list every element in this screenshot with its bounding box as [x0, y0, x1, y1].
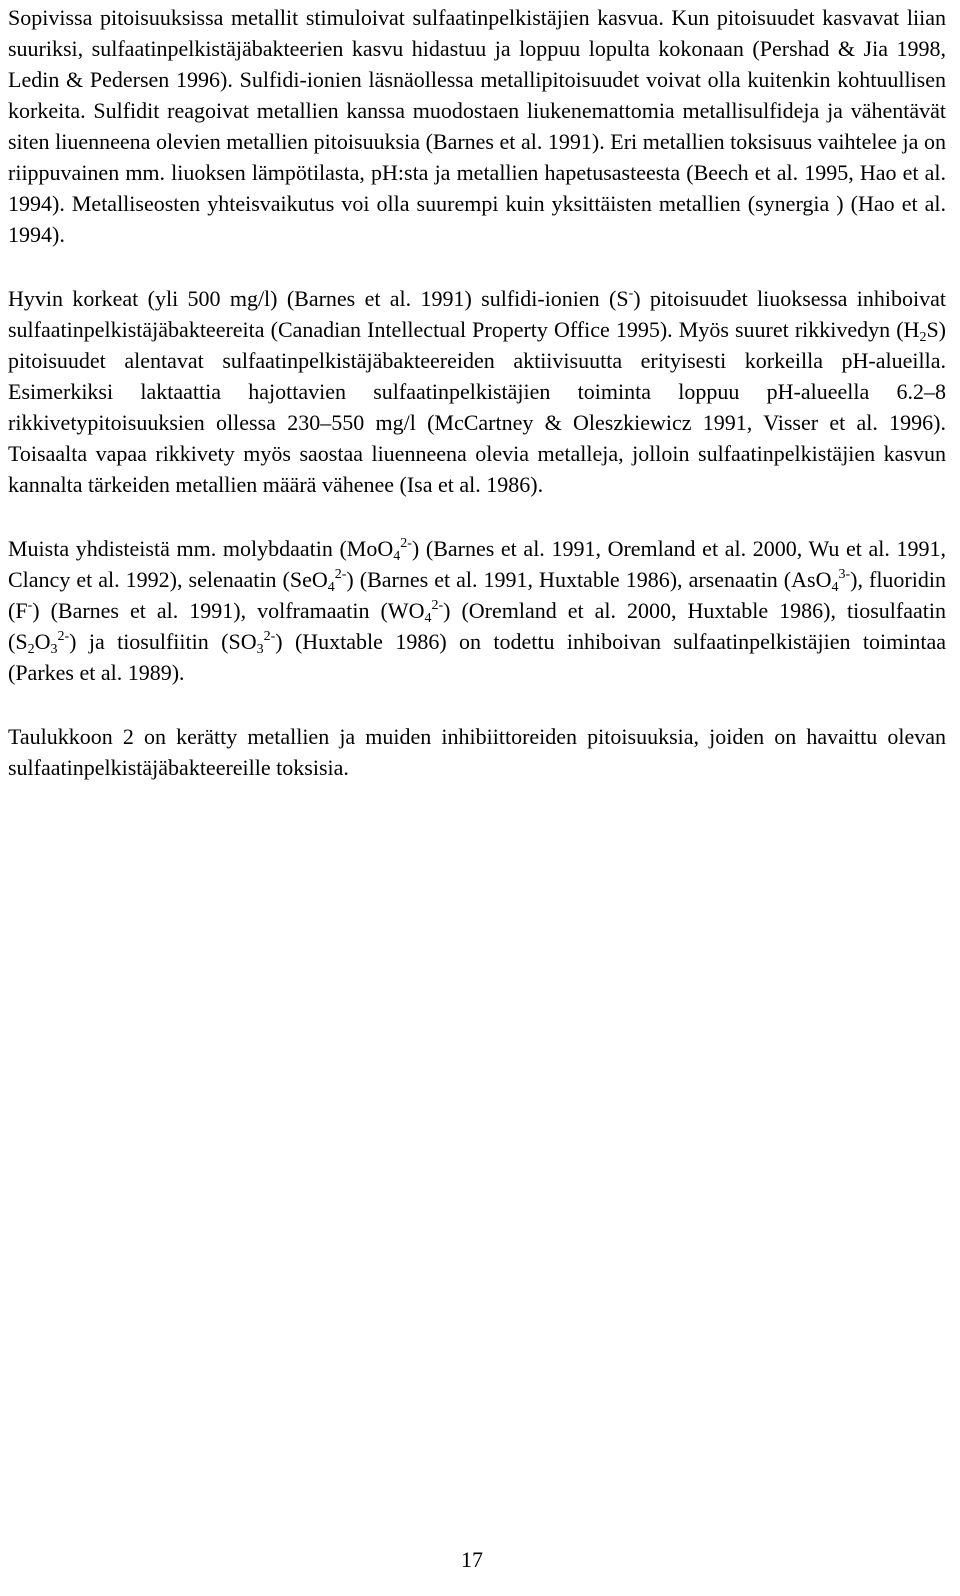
paragraph-table-reference: [8, 721, 946, 783]
subscript-count: 4: [393, 549, 401, 564]
paragraph-sulfide-inhibition: [8, 283, 946, 500]
superscript-charge: 3-: [838, 567, 851, 582]
subscript-count: 2: [919, 330, 927, 345]
page-number: 17: [461, 1547, 483, 1572]
text-run: O: [34, 629, 51, 654]
superscript-charge: 2-: [431, 598, 444, 613]
superscript-charge: 2-: [57, 629, 70, 644]
text-run: ) (Huxtable 1986) on todettu inhiboivan sulfaatinpelkistäjien toimintaa (Parkes et al. 1989).: [8, 629, 946, 685]
text-run: ) (Barnes et al. 1991), volframaatin (WO: [32, 598, 425, 623]
subscript-count: 3: [50, 642, 58, 657]
document-page: [8, 2, 946, 816]
text-run: ) pitoisuudet liuoksessa inhiboivat sulfaatinpelkistäjäbakteereita (Canadian Intellectual Property Office 1995). Myös suuret rikkivedyn (H: [8, 286, 946, 342]
superscript-charge: 2-: [400, 536, 412, 551]
superscript-charge: -: [628, 286, 634, 301]
text-run: ) (Barnes et al. 1991, Huxtable 1986), arsenaatin (AsO: [346, 567, 832, 592]
text-run: S) pitoisuudet alentavat sulfaatinpelkistäjäbakteereiden aktiivisuutta erityisesti korkeilla pH-alueilla. Esimerkiksi laktaattia hajottavien sulfaatinpelkistäjien toiminta loppuu pH-alueella 6.2–8 rikkivetypitoisuuksien ollessa 230–550 mg/l (McCartney & Oleszkiewicz 1991, Visser et al. 1996). Toisaalta vapaa rikkivety myös saostaa liuenneena olevia metalleja, jolloin sulfaatinpelkistäjien kasvun kannalta tärkeiden metallien määrä vähenee (Isa et al. 1986).: [8, 317, 946, 497]
superscript-charge: 2-: [334, 567, 347, 582]
text-run: ) (Barnes et al. 1991, Oremland et al. 2000, Wu et al. 1991, Clancy et al. 1992), selenaatin (SeO: [8, 536, 946, 592]
paragraph-other-compounds: [8, 533, 946, 688]
subscript-count: 4: [424, 611, 432, 626]
text-run: Muista yhdisteistä mm. molybdaatin (MoO: [8, 536, 394, 561]
paragraph-metals-stimulation: [8, 2, 946, 250]
subscript-count: 4: [831, 580, 839, 595]
superscript-charge: -: [27, 598, 33, 613]
text-run: ) ja tiosulfiitin (SO: [69, 629, 257, 654]
superscript-charge: 2-: [263, 629, 276, 644]
text-run: ), fluoridin (F: [8, 567, 946, 623]
subscript-count: 3: [256, 642, 264, 657]
text-run: Hyvin korkeat (yli 500 mg/l) (Barnes et al. 1991) sulfidi-ionien (S: [8, 286, 629, 311]
paragraph-text: Sopivissa pitoisuuksissa metallit stimuloivat sulfaatinpelkistäjien kasvua. Kun pitoisuudet kasvavat liian suuriksi, sulfaatinpelkistäjäbakteerien kasvu hidastuu ja loppuu lopulta kokonaan (Pershad & Jia 1998, Ledin & Pedersen 1996). Sulfidi-ionien läsnäollessa metallipitoisuudet voivat olla kuitenkin kohtuullisen korkeita. Sulfidit reagoivat metallien kanssa muodostaen liukenemattomia metallisulfideja ja vähentävät siten liuenneena olevien metallien pitoisuuksia (Barnes et al. 1991). Eri metallien toksisuus vaihtelee ja on riippuvainen mm. liuoksen lämpötilasta, pH:sta ja metallien hapetusasteesta (Beech et al. 1995, Hao et al. 1994). Metalliseosten yhteisvaikutus voi olla suurempi kuin yksittäisten metallien (synergia ) (Hao et al. 1994).: [8, 5, 946, 247]
subscript-count: 2: [27, 642, 35, 657]
text-run: ) (Oremland et al. 2000, Huxtable 1986), tiosulfaatin (S: [8, 598, 946, 654]
paragraph-text: Taulukkoon 2 on kerätty metallien ja muiden inhibiittoreiden pitoisuuksia, joiden on havaittu olevan sulfaatinpelkistäjäbakteereille toksisia.: [8, 724, 946, 780]
subscript-count: 4: [327, 580, 335, 595]
